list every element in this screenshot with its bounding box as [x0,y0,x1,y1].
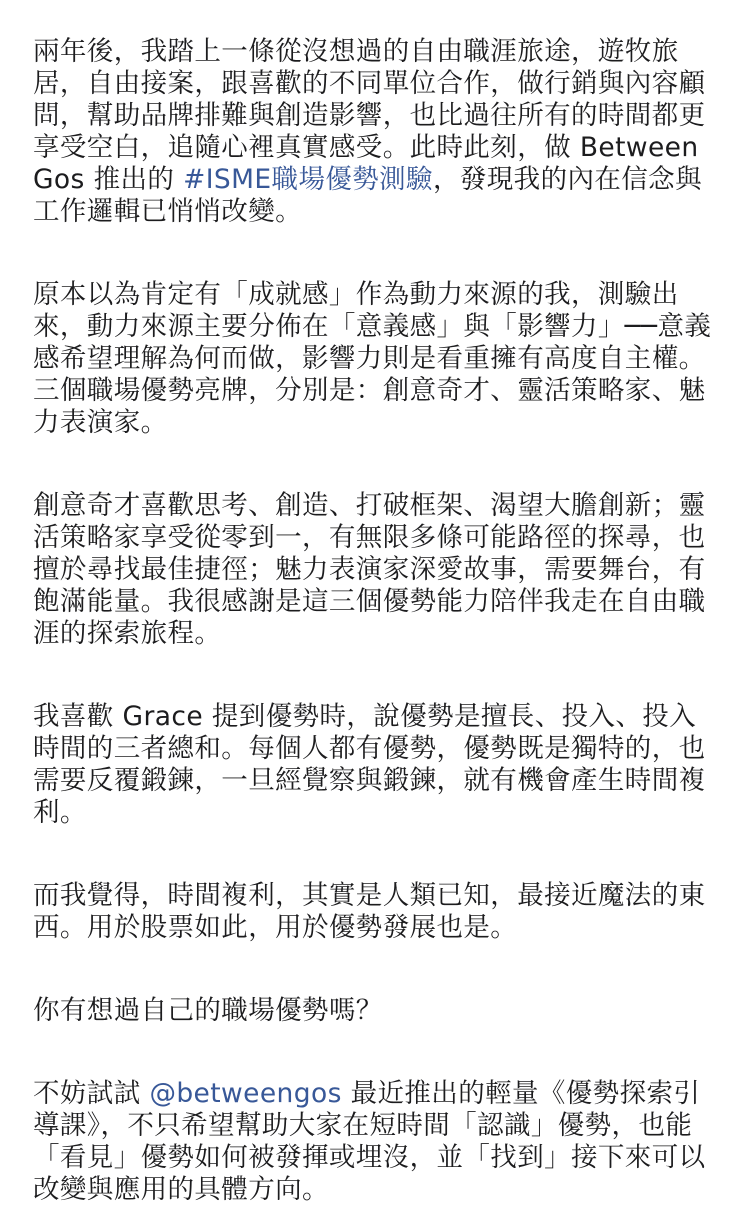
paragraph-text: 你有想過自己的職場優勢嗎？ [33,995,383,1026]
mention-link[interactable]: @betweengos [149,1078,342,1109]
post-caption [33,36,719,1206]
paragraph-text: 而我覺得，時間複利，其實是人類已知，最接近魔法的東西。用於股票如此，用於優勢發展也是。 [33,880,706,943]
paragraph-5 [33,880,719,944]
paragraph-7 [33,1078,719,1206]
paragraph-text: ，發現我的內在信念與工作邏輯已悄悄改變。 [33,164,702,227]
paragraph-text: 兩年後，我踏上一條從沒想過的自由職涯旅途，遊牧旅居，自由接案，跟喜歡的不同單位合作，做行銷與內容顧問，幫助品牌排難與創造影響，也比過往所有的時間都更享受空白，追隨心裡真實感受。此時此刻，做 BetweenGos 推出的 [33,36,706,195]
paragraph-text: 我喜歡 Grace 提到優勢時，說優勢是擅長、投入、投入時間的三者總和。每個人都有優勢，優勢既是獨特的，也需要反覆鍛鍊，一旦經覺察與鍛鍊，就有機會產生時間複利。 [33,701,706,828]
paragraph-1 [33,36,719,228]
paragraph-6 [33,995,719,1027]
paragraph-text: 原本以為肯定有「成就感」作為動力來源的我，測驗出來，動力來源主要分佈在「意義感」與「影響力」──意義感希望理解為何而做，影響力則是看重擁有高度自主權。三個職場優勢亮牌，分別是：創意奇才、靈活策略家、魅力表演家。 [33,279,712,438]
paragraph-2 [33,279,719,439]
paragraph-4 [33,701,719,829]
paragraph-text: 最近推出的輕量《優勢探索引導課》，不只希望幫助大家在短時間「認識」優勢，也能「看見」優勢如何被發揮或埋沒，並「找到」接下來可以改變與應用的具體方向。 [33,1078,706,1205]
hashtag-link[interactable]: #ISME職場優勢測驗 [183,164,433,195]
paragraph-text: 不妨試試 [33,1078,150,1109]
paragraph-3 [33,490,719,650]
paragraph-text: 創意奇才喜歡思考、創造、打破框架、渴望大膽創新；靈活策略家享受從零到一，有無限多條可能路徑的探尋，也擅於尋找最佳捷徑；魅力表演家深愛故事，需要舞台，有飽滿能量。我很感謝是這三個優勢能力陪伴我走在自由職涯的探索旅程。 [33,490,706,649]
